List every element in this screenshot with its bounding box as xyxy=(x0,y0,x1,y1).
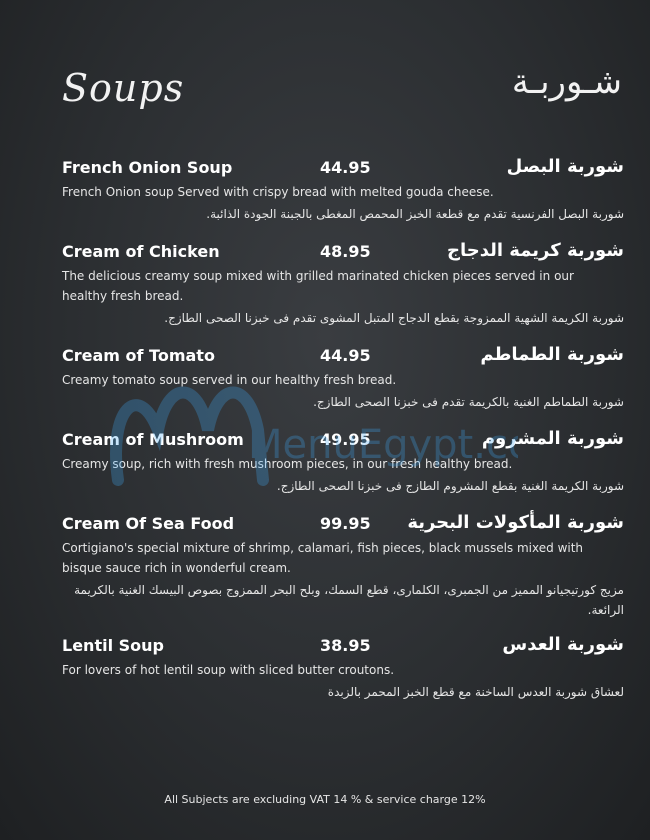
item-name-english: Lentil Soup xyxy=(62,636,164,655)
menu-item-header xyxy=(62,158,624,182)
item-name-arabic: شوربة الطماطم xyxy=(480,344,624,365)
watermark-text: MenuEgypt.c xyxy=(248,422,508,468)
item-description-arabic: شوربة البصل الفرنسية تقدم مع قطعة الخبز المحمص المغطى بالجبنة الجودة الذائبة. xyxy=(206,207,624,221)
item-name-english: Cream Of Sea Food xyxy=(62,514,235,533)
item-price: 44.95 xyxy=(320,346,371,365)
menu-item xyxy=(62,242,624,328)
item-description-arabic: شوربة الطماطم الغنية بالكريمة تقدم فى خبزنا الصحى الطازج. xyxy=(313,395,624,409)
item-description-english: The delicious creamy soup mixed with grilled marinated chicken pieces served in our healthy fresh bread. xyxy=(62,269,574,303)
item-description-english: Creamy soup, rich with fresh mushroom pieces, in our fresh healthy bread. xyxy=(62,457,513,471)
menu-item xyxy=(62,636,624,702)
item-price: 49.95 xyxy=(320,430,371,449)
item-description-english: French Onion soup Served with crispy bread with melted gouda cheese. xyxy=(62,185,494,199)
item-description-english: Cortigiano's special mixture of shrimp, calamari, fish pieces, black mussels mixed with bisque sauce rich in wonderful cream. xyxy=(62,541,584,575)
item-name-english: Cream of Mushroom xyxy=(62,430,244,449)
item-name-arabic: شوربة المأكولات البحرية xyxy=(407,512,624,533)
item-price: 44.95 xyxy=(320,158,371,177)
footer-note: All Subjects are excluding VAT 14 % & service charge 12% xyxy=(164,793,486,806)
menu-item xyxy=(62,514,624,620)
item-price: 38.95 xyxy=(320,636,371,655)
item-description-english: For lovers of hot lentil soup with sliced butter croutons. xyxy=(62,663,395,677)
item-name-arabic: شوربة المشروم xyxy=(481,428,624,449)
item-price: 99.95 xyxy=(320,514,371,533)
item-description-arabic: شوربة الكريمة الشهية الممزوجة بقطع الدجاج المتبل المشوى تقدم فى خبزنا الصحى الطازج. xyxy=(164,311,624,325)
menu-item-header xyxy=(62,242,624,266)
section-title-english: Soups xyxy=(62,66,185,110)
item-description-arabic: مزيج كورتيجيانو المميز من الجمبرى، الكلمارى، قطع السمك، وبلح البحر الممزوج بصوص البيسك الغنية بالكريمة الرائعة. xyxy=(74,583,624,617)
watermark-logo-icon xyxy=(98,370,518,490)
item-name-arabic: شوربة البصل xyxy=(506,156,624,177)
item-name-english: French Onion Soup xyxy=(62,158,233,177)
item-name-arabic: شوربة كريمة الدجاج xyxy=(447,240,624,261)
item-price: 48.95 xyxy=(320,242,371,261)
menu-item-header xyxy=(62,346,624,370)
menu-item xyxy=(62,158,624,224)
item-name-english: Cream of Chicken xyxy=(62,242,220,261)
watermark-logo xyxy=(98,370,518,494)
item-description-arabic: شوربة الكريمة الغنية بقطع المشروم الطازج فى خبزنا الصحى الطازج. xyxy=(276,479,624,493)
item-description-arabic: لعشاق شوربة العدس الساخنة مع قطع الخبز المحمر بالزبدة xyxy=(327,685,624,699)
menu-item-header xyxy=(62,514,624,538)
item-name-arabic: شوربة العدس xyxy=(502,634,624,655)
item-name-english: Cream of Tomato xyxy=(62,346,215,365)
item-description-english: Creamy tomato soup served in our healthy fresh bread. xyxy=(62,373,397,387)
section-title-arabic: شـوربـة xyxy=(511,62,622,102)
menu-item-header xyxy=(62,636,624,660)
